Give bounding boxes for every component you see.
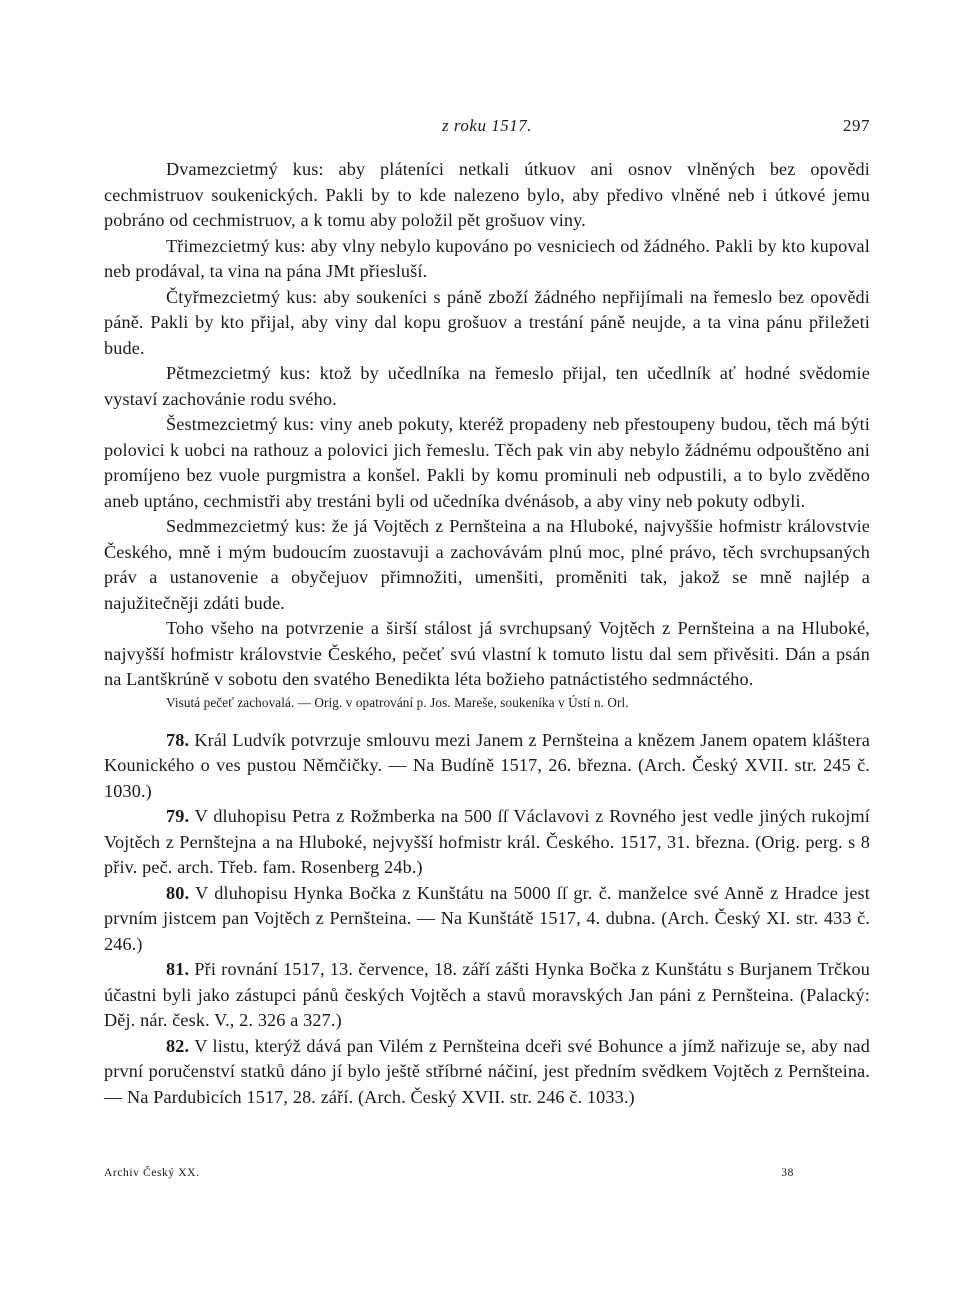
sheet-signature: 38 bbox=[781, 1167, 794, 1179]
regest-text: Při rovnání 1517, 13. července, 18. září zášti Hynka Bočka z Kunštátu s Burjanem Trčkou účastni byli jako zástupci pánů českých Vojtěch a stavů moravských Jan páni z Pernšteina. (Palacký: Děj. nár. česk. V., 2. 326 a 327.) bbox=[104, 959, 870, 1030]
page-footer bbox=[104, 1167, 794, 1183]
regest-entry bbox=[104, 728, 870, 805]
page-header bbox=[104, 116, 870, 140]
article-paragraph: Pětmezcietmý kus: ktož by učedlníka na řemeslo přijal, ten učedlník ať hodné svědomie vystaví zachovánie rodu svého. bbox=[104, 363, 870, 409]
regest-number: 82. bbox=[166, 1035, 190, 1056]
article-paragraph: Dvamezcietmý kus: aby pláteníci netkali útkuov ani osnov vlněných bez opovědi cechmistruov soukenických. Pakli by to kde nalezeno bylo, aby předivo vlněné neb i útkové jemu pobráno od cechmistruov, a k tomu aby položil pět grošuov viny. bbox=[104, 159, 870, 230]
article-paragraph: Toho všeho na potvrzenie a širší stálost já svrchupsaný Vojtěch z Pernšteina a na Hluboké, najvyšší hofmistr královstvie Českého, pečeť svú vlastní k tomuto listu dal sem přivěsiti. Dán a psán na Lantškrúně v sobotu den svatého Benedikta léta božieho patnáctistého sedmnáctého. bbox=[104, 618, 870, 689]
regest-number: 79. bbox=[166, 806, 190, 826]
regest-number: 80. bbox=[166, 882, 190, 903]
running-title: z roku 1517. bbox=[442, 116, 532, 135]
regest-number: 78. bbox=[166, 729, 190, 750]
article-paragraph: Třimezcietmý kus: aby vlny nebylo kupováno po vesniciech od žádného. Pakli by kto kupoval neb prodával, ta vina na pána JMt přiesluší. bbox=[104, 235, 870, 281]
regest-text: V dluhopisu Petra z Rožmberka na 500 ſſ Václavovi z Rovného jest vedle jiných rukojmí Vojtěch z Pernštejna a na Hluboké, nejvyšší hofmistr král. Českého. 1517, 31. března. (Orig. perg. s 8 přiv. peč. arch. Třeb. fam. Rosenberg 24b.) bbox=[104, 806, 870, 877]
regest-entry bbox=[104, 881, 870, 958]
volume-signature: Archiv Český XX. bbox=[104, 1167, 200, 1179]
regest-text: V listu, kterýž dává pan Vilém z Pernšteina dceři své Bohunce a jímž nařizuje se, aby nad první poručenství statků dáno jí bylo ještě stříbrné náčiní, jest předním svědkem Vojtěch z Pernšteina. — Na Pardubicích 1517, 28. září. (Arch. Český XVII. str. 246 č. 1033.) bbox=[104, 1035, 870, 1107]
regest-entry bbox=[104, 804, 870, 881]
article-paragraph: Čtyřmezcietmý kus: aby soukeníci s páně zboží žádného nepřijímali na řemeslo bez opovědi páně. Pakli by kto přijal, aby viny dal kopu grošuov a trestání páně neujde, a ta vina pánu přiležeti bude. bbox=[104, 286, 870, 358]
regest-entry bbox=[104, 1034, 870, 1111]
article-paragraph: Sedmmezcietmý kus: že já Vojtěch z Pernšteina a na Hluboké, najvyššie hofmistr královstvie Českého, mně i mým budoucím zuostavuji a zachovávám plnú moc, plné právo, těch svrchupsaných práv a ustanovenie a obyčejuov přimnožiti, umenšiti, proměniti tak, jakož se mně najlép a najužitečněji zdáti bude. bbox=[104, 516, 870, 613]
source-note: Visutá pečeť zachovalá. — Orig. v opatrování p. Jos. Mareše, soukeníka v Ústí n. Orl. bbox=[166, 694, 629, 710]
regest-text: Král Ludvík potvrzuje smlouvu mezi Janem z Pernšteina a knězem Janem opatem kláštera Kounického o ves pustou Němčičky. — Na Budíně 1517, 26. března. (Arch. Český XVII. str. 245 č. 1030.) bbox=[104, 729, 870, 801]
page-number: 297 bbox=[843, 116, 870, 135]
article-paragraph: Šestmezcietmý kus: viny aneb pokuty, kteréž propadeny neb přestoupeny budou, těch má býti polovici k uobci na rathouz a polovici jich řemeslu. Těch pak vin aby nebylo žádnému odpouštěno ani promíjeno bez vuole purgmistra a konšel. Pakli by komu prominuli neb odpustili, a to bylo zvěděno aneb uptáno, cechmistři aby trestáni byli od učedníka dvénásob, a aby viny neb pokuty odbyli. bbox=[104, 414, 870, 511]
regest-text: V dluhopisu Hynka Bočka z Kunštátu na 5000 ſſ gr. č. manželce své Anně z Hradce jest prvním jistcem pan Vojtěch z Pernšteina. — Na Kunštátě 1517, 4. dubna. (Arch. Český XI. str. 433 č. 246.) bbox=[104, 882, 870, 954]
regest-number: 81. bbox=[166, 959, 190, 979]
page-body bbox=[104, 157, 870, 1110]
regest-entry bbox=[104, 957, 870, 1034]
